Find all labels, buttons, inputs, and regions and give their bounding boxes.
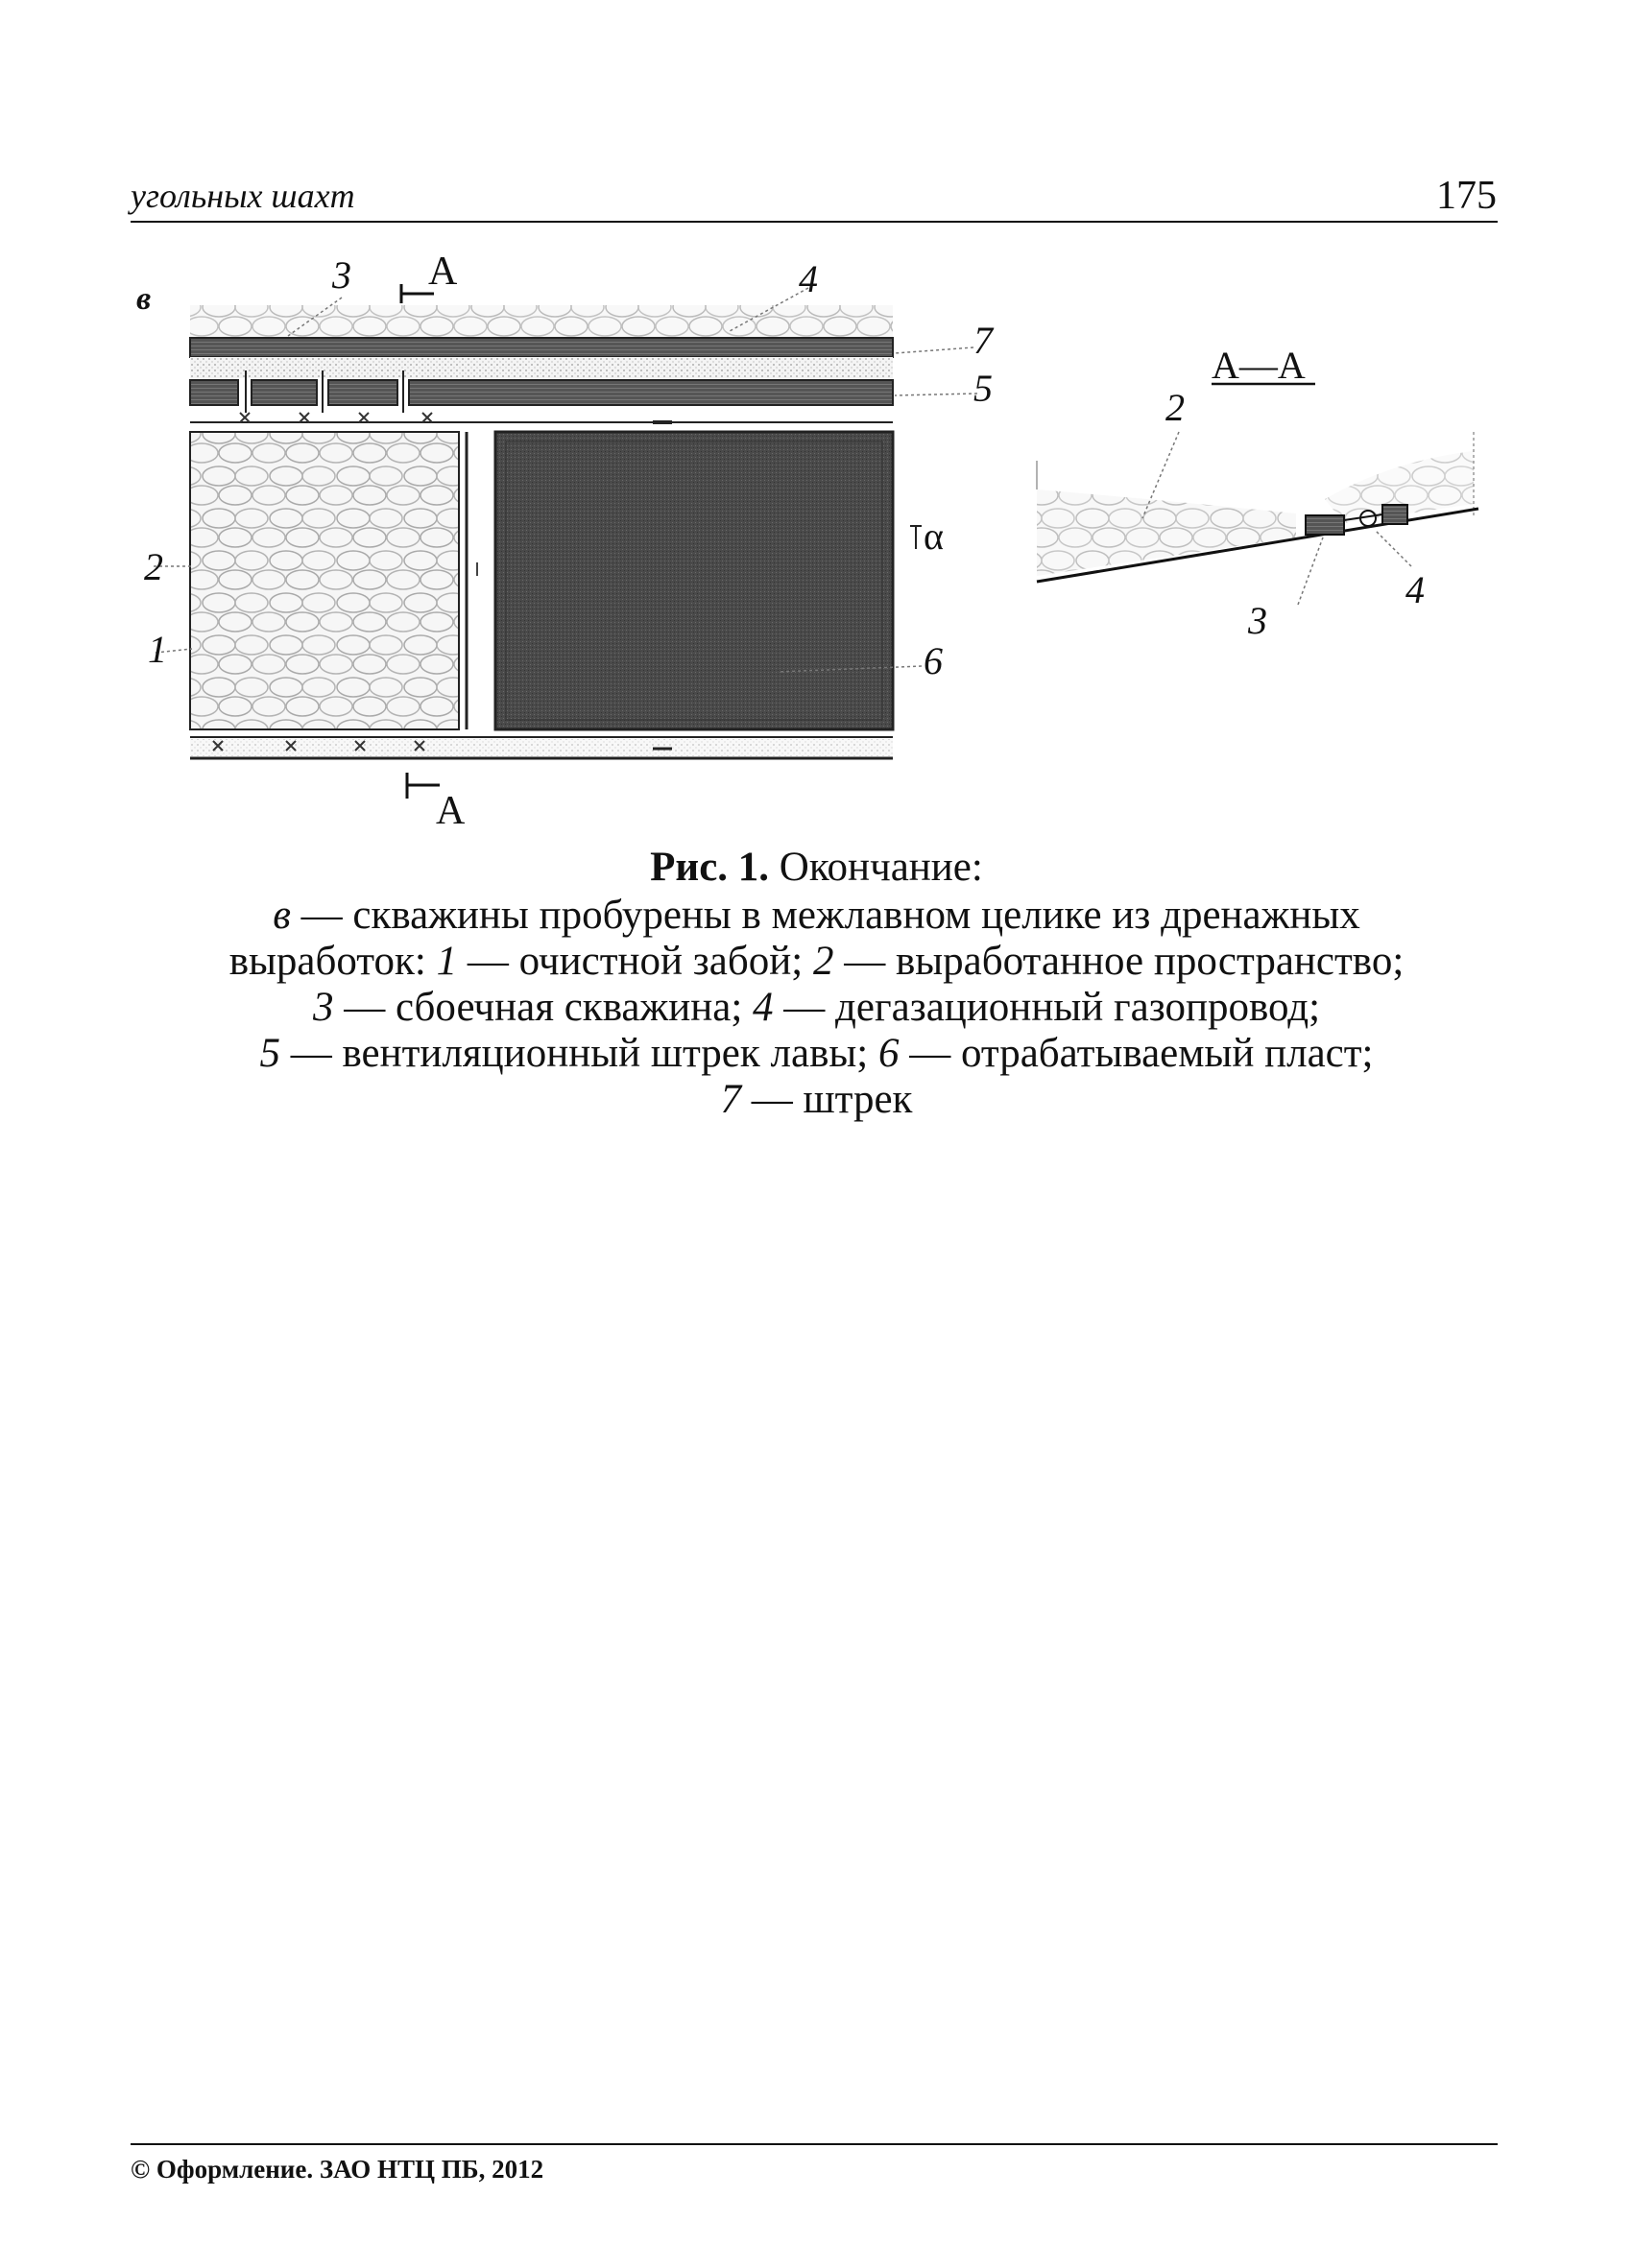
section-marker-a-bottom: А bbox=[436, 789, 466, 833]
caption-title: Окончание: bbox=[779, 845, 983, 890]
caption-line-5: 7 — штрек bbox=[720, 1077, 913, 1122]
section-label-3: 3 bbox=[1248, 599, 1267, 642]
figure-diagram bbox=[0, 0, 1633, 845]
gap-band bbox=[190, 357, 893, 378]
page-number: 175 bbox=[1436, 174, 1497, 218]
label-7: 7 bbox=[973, 319, 993, 362]
plan-view bbox=[154, 284, 977, 799]
section-title: А—А bbox=[1212, 344, 1306, 387]
top-rock-band bbox=[190, 305, 893, 338]
section-marker-a-top: А bbox=[428, 250, 458, 294]
caption-line-4: 5 — вентиляционный штрек лавы; 6 — отрабатываемый пласт; bbox=[259, 1031, 1374, 1076]
label-2: 2 bbox=[144, 545, 163, 588]
pillar-band-7 bbox=[190, 338, 893, 357]
alpha-symbol: α bbox=[924, 514, 944, 558]
section-label-4: 4 bbox=[1405, 568, 1425, 611]
caption-figure-label: Рис. 1. bbox=[650, 845, 770, 890]
footer-rule bbox=[131, 2143, 1498, 2145]
figure-caption bbox=[154, 845, 1479, 1123]
caption-line-2: выработок: 1 — очистной забой; 2 — выработанное пространство; bbox=[228, 939, 1405, 984]
footer-copyright: © Оформление. ЗАО НТЦ ПБ, 2012 bbox=[131, 2155, 544, 2184]
section-marker-bottom bbox=[407, 773, 440, 799]
section-pipe-4 bbox=[1382, 505, 1407, 524]
section-drift-3 bbox=[1306, 515, 1344, 535]
label-5: 5 bbox=[973, 367, 993, 410]
goaf-area bbox=[190, 432, 459, 729]
label-4: 4 bbox=[799, 257, 818, 300]
section-label-2: 2 bbox=[1165, 386, 1185, 429]
label-1: 1 bbox=[148, 628, 167, 671]
running-title: угольных шахт bbox=[131, 177, 355, 215]
label-3: 3 bbox=[332, 253, 351, 297]
support-marks-top bbox=[240, 413, 432, 422]
caption-line-3: 3 — сбоечная скважина; 4 — дегазационный газопровод; bbox=[312, 985, 1321, 1030]
caption-line-1: в — скважины пробурены в межлавном целике из дренажных bbox=[273, 893, 1360, 938]
label-6: 6 bbox=[924, 639, 943, 682]
panel-letter: в bbox=[136, 281, 152, 317]
coal-seam bbox=[495, 432, 893, 729]
